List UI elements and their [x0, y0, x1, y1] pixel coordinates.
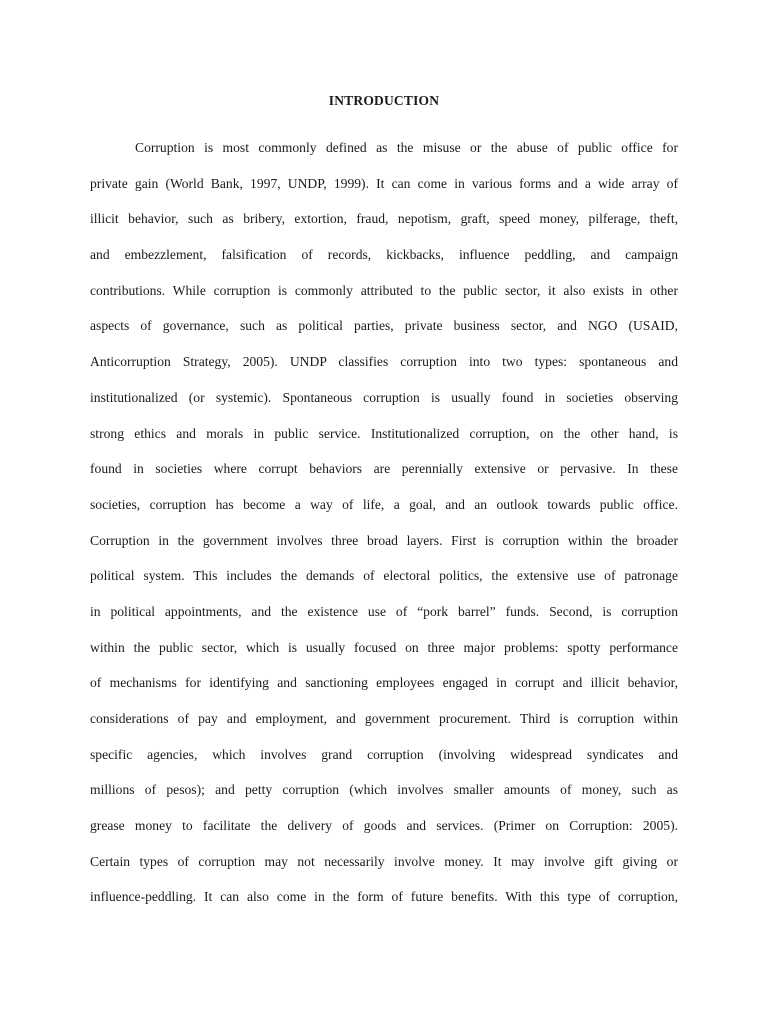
text-line: millions of pesos); and petty corruption (which involves smaller amounts of money, such as [90, 782, 678, 798]
text-line: contributions. While corruption is commonly attributed to the public sector, it also exists in other [90, 282, 678, 298]
document-heading: INTRODUCTION [328, 93, 440, 108]
text-line: influence-peddling. It can also come in the form of future benefits. With this type of corruption, [90, 889, 678, 905]
text-line: within the public sector, which is usually focused on three major problems: spotty performance [90, 639, 678, 655]
text-line: grease money to facilitate the delivery of goods and services. (Primer on Corruption: 2005). [90, 818, 678, 834]
text-line: found in societies where corrupt behaviors are perennially extensive or pervasive. In these [90, 461, 678, 477]
text-line: illicit behavior, such as bribery, extortion, fraud, nepotism, graft, speed money, pilferage, theft, [90, 211, 678, 227]
text-line: Corruption in the government involves three broad layers. First is corruption within the broader [90, 532, 678, 548]
text-line-first: Corruption is most commonly defined as the misuse or the abuse of public office for [135, 140, 678, 155]
text-line: considerations of pay and employment, and government procurement. Third is corruption within [90, 711, 678, 726]
text-line: strong ethics and morals in public service. Institutionalized corruption, on the other hand, is [90, 425, 678, 441]
text-line: Anticorruption Strategy, 2005). UNDP classifies corruption into two types: spontaneous and [90, 354, 678, 370]
body-paragraph [90, 138, 678, 923]
text-line: specific agencies, which involves grand corruption (involving widespread syndicates and [90, 746, 678, 762]
text-line: political system. This includes the demands of electoral politics, the extensive use of patronage [90, 568, 678, 584]
text-line: and embezzlement, falsification of records, kickbacks, influence peddling, and campaign [90, 247, 678, 263]
text-line: in political appointments, and the existence use of “pork barrel” funds. Second, is corruption [90, 603, 678, 619]
text-line: of mechanisms for identifying and sanctioning employees engaged in corrupt and illicit behavior, [90, 675, 678, 691]
text-line: Certain types of corruption may not necessarily involve money. It may involve gift giving or [90, 853, 678, 869]
text-line: societies, corruption has become a way of life, a goal, and an outlook towards public office. [90, 496, 678, 512]
text-line: aspects of governance, such as political parties, private business sector, and NGO (USAID, [90, 318, 678, 334]
text-line: institutionalized (or systemic). Spontaneous corruption is usually found in societies observing [90, 389, 678, 405]
text-line: private gain (World Bank, 1997, UNDP, 1999). It can come in various forms and a wide array of [90, 175, 678, 191]
